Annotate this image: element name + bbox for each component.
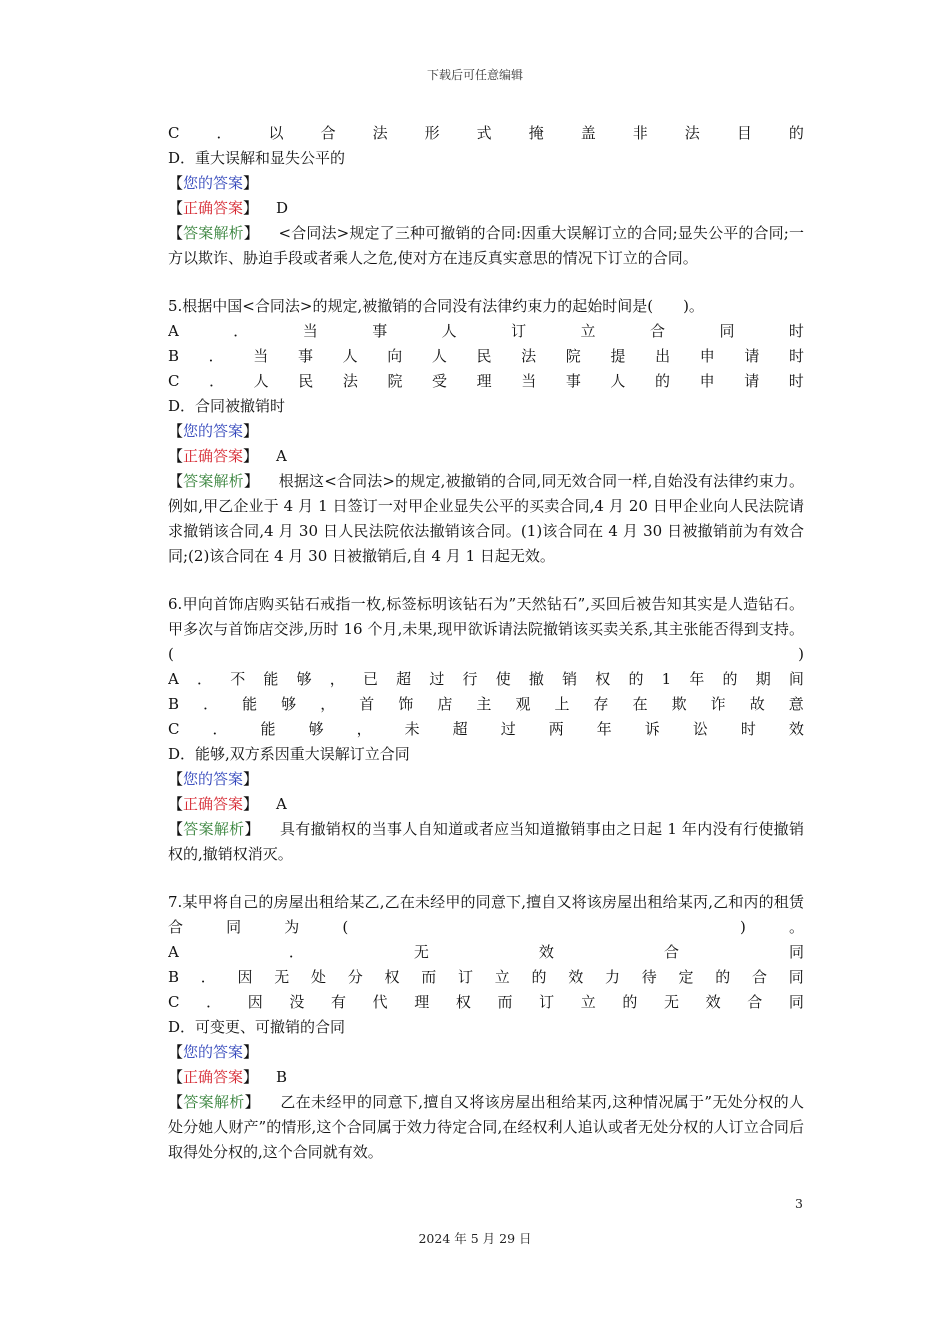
question-6-option-d: D．能够,双方系因重大误解订立合同 xyxy=(168,745,410,763)
correct-answer-row: 【正确答案】 A xyxy=(168,795,287,813)
question-7-option-d: D．可变更、可撤销的合同 xyxy=(168,1018,346,1036)
question-7-text: 7.某甲将自己的房屋出租给某乙,乙在未经甲的同意下,擅自又将该房屋出租给某丙,乙和丙的租赁合同为( )。 xyxy=(168,893,804,936)
analysis-paragraph: 【答案解析】 乙在未经甲的同意下,擅自又将该房屋出租给某丙,这种情况属于”无处分权的人处分她人财产”的情形,这个合同属于效力待定合同,在经权利人追认或者无处分权的人订立合同后取得处分权的,这个合同就有效。 xyxy=(168,1093,804,1161)
question-5-option-d: D．合同被撤销时 xyxy=(168,397,286,415)
question-5-option-c: C ． 人 民 法 院 受 理 当 事 人 的 申 请 时 xyxy=(168,372,804,390)
question-6-option-c: C ． 能 够 ， 未 超 过 两 年 诉 讼 时 效 xyxy=(168,720,804,738)
question-5-option-a: A ． 当 事 人 订 立 合 同 时 xyxy=(168,322,804,340)
correct-answer-value: B xyxy=(276,1068,288,1086)
page-header: 下载后可任意编辑 xyxy=(426,68,523,82)
analysis-paragraph: 【答案解析】 根据这<合同法>的规定,被撤销的合同,同无效合同一样,自始没有法律约束力。例如,甲乙企业于 4 月 1 日签订一对甲企业显失公平的买卖合同,4 月 20 日甲企业向人民法院请求撤销该合同,4 月 30 日人民法院依法撤销该合同。(1)该合同在 4 月 30 日被撤销前为有效合同;(2)该合同在 4 月 30 日被撤销后,自 4 月 1 日起无效。 xyxy=(168,472,804,565)
page-number: 3 xyxy=(795,1196,803,1211)
question-6-option-b: B ． 能 够 ， 首 饰 店 主 观 上 存 在 欺 诈 故 意 xyxy=(168,695,804,713)
correct-answer-value: A xyxy=(276,447,287,465)
option-d: D．重大误解和显失公平的 xyxy=(168,149,346,167)
your-answer-label: 【您的答案】 xyxy=(168,1043,259,1061)
correct-answer-value: D xyxy=(276,199,289,217)
page-footer-date: 2024 年 5 月 29 日 xyxy=(418,1231,532,1246)
correct-answer-row: 【正确答案】 B xyxy=(168,1068,288,1086)
question-5-text: 5.根据中国<合同法>的规定,被撤销的合同没有法律约束力的起始时间是( )。 xyxy=(168,297,704,315)
question-7-option-a: A ． 无 效 合 同 xyxy=(168,943,804,961)
analysis-paragraph: 【答案解析】 具有撤销权的当事人自知道或者应当知道撤销事由之日起 1 年内没有行使撤销权的,撤销权消灭。 xyxy=(168,820,804,863)
your-answer-label: 【您的答案】 xyxy=(168,770,259,788)
question-7-option-c: C ． 因 没 有 代 理 权 而 订 立 的 无 效 合 同 xyxy=(168,993,804,1011)
correct-answer-row: 【正确答案】 A xyxy=(168,447,287,465)
question-6-text: 6.甲向首饰店购买钻石戒指一枚,标签标明该钻石为”天然钻石”,买回后被告知其实是人造钻石。甲多次与首饰店交涉,历时 16 个月,未果,现甲欲诉请法院撤销该买卖关系,其主张能否得到支持。( ) xyxy=(168,595,804,663)
your-answer-label: 【您的答案】 xyxy=(168,422,259,440)
your-answer-label: 【您的答案】 xyxy=(168,174,259,192)
correct-answer-value: A xyxy=(276,795,287,813)
analysis-paragraph: 【答案解析】 <合同法>规定了三种可撤销的合同:因重大误解订立的合同;显失公平的合同;一方以欺诈、胁迫手段或者乘人之危,使对方在违反真实意思的情况下订立的合同。 xyxy=(168,224,804,267)
question-6-option-a: A ． 不 能 够 ， 已 超 过 行 使 撤 销 权 的 1 年 的 期 间 xyxy=(168,670,804,688)
option-c: C ． 以 合 法 形 式 掩 盖 非 法 目 的 xyxy=(168,124,804,142)
question-7-option-b: B ． 因 无 处 分 权 而 订 立 的 效 力 待 定 的 合 同 xyxy=(168,968,804,986)
document-body xyxy=(168,121,804,1165)
correct-answer-row: 【正确答案】 D xyxy=(168,199,289,217)
question-5-option-b: B ． 当 事 人 向 人 民 法 院 提 出 申 请 时 xyxy=(168,347,804,365)
